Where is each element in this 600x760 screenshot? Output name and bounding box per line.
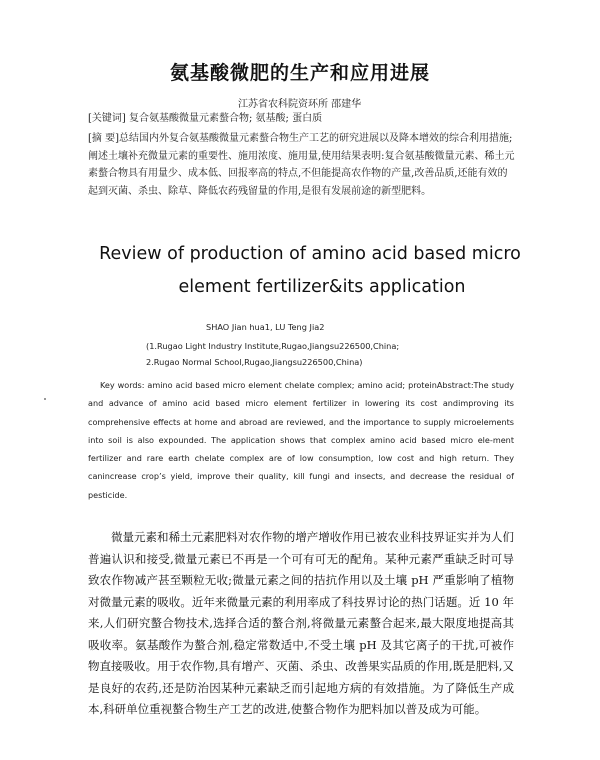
paper-title-en-line2: element fertilizer&its application (178, 277, 466, 297)
abstract-en-text: Key words: amino acid based micro element chelate complex; amino acid; proteinAbstract:The study and advance of amino acid based micro element fertilizer in lowering its cost andimproving its comprehensive effects at home and abroad are reviewed, and the importance to supply microelements into soil is also expounded. The application shows that complex amino acid based micro ele-ment fertilizer and rare earth chelate complex are of low consumption, low cost and high return. They canincrease crop’s yield, improve their quality, kill fungi and insects, and decrease the residual of pesticide. (88, 380, 514, 500)
body-paragraph-cn: 微量元素和稀土元素肥料对农作物的增产增收作用已被农业科技界证实并为人们普遍认识和接受,微量元素已不再是一个可有可无的配角。某种元素严重缺乏时可导致农作物减产甚至颗粒无收;微量元素之间的拮抗作用以及土壤 pH 严重影响了植物对微量元素的吸收。近年来微量元素的利用率成了科技界讨论的热门话题。近 10 年来,人们研究螯合物技术,选择合适的螯合剂,将微量元素螯合起来,最大限度地提高其吸收率。氨基酸作为螯合剂,稳定常数适中,不受土壤 pH 及其它离子的干扰,可被作物直接吸收。用于农作物,具有增产、灭菌、杀虫、改善果实品质的作用,既是肥料,又是良好的农药,还是防治因某种元素缺乏而引起地方病的有效措施。为了降低生产成本,科研单位重视螯合物生产工艺的改进,使螯合物作为肥料加以普及成为可能。 (88, 530, 514, 716)
abstract-cn: [摘 要]总结国内外复合氨基酸微量元素螯合物生产工艺的研究进展以及降本增效的综合利用措施;阐述土壤补充微量元素的重要性、施用浓度、施用量,使用结果表明:复合氨基酸微量元素、稀土元素螯合物具有用量少、成本低、回报率高的特点,不但能提高农作物的产量,改善品质,还能有效的起到灭菌、杀虫、除草、降低农药残留量的作用,是很有发展前途的新型肥料。 (88, 133, 515, 197)
abstract-en (88, 376, 514, 504)
affiliation-1: (1.Rugao Light Industry Institute,Rugao,Jiangsu226500,China; (146, 341, 400, 351)
margin-speck (44, 398, 46, 400)
keywords-cn: [关键词] 复合氨基酸微量元素螯合物; 氨基酸; 蛋白质 (88, 113, 323, 124)
affiliation-2: 2.Rugao Normal School,Rugao,Jiangsu226500,China) (146, 357, 363, 367)
author-line-cn: 江苏省农科院资环所 邵建华 (238, 99, 362, 110)
body-text-cn (88, 527, 514, 721)
paper-title-cn: 氨基酸微肥的生产和应用进展 (169, 62, 430, 84)
paper-title-en-line1: Review of production of amino acid based micro (99, 244, 521, 264)
authors-en: SHAO Jian hua1, LU Teng Jia2 (206, 322, 325, 332)
